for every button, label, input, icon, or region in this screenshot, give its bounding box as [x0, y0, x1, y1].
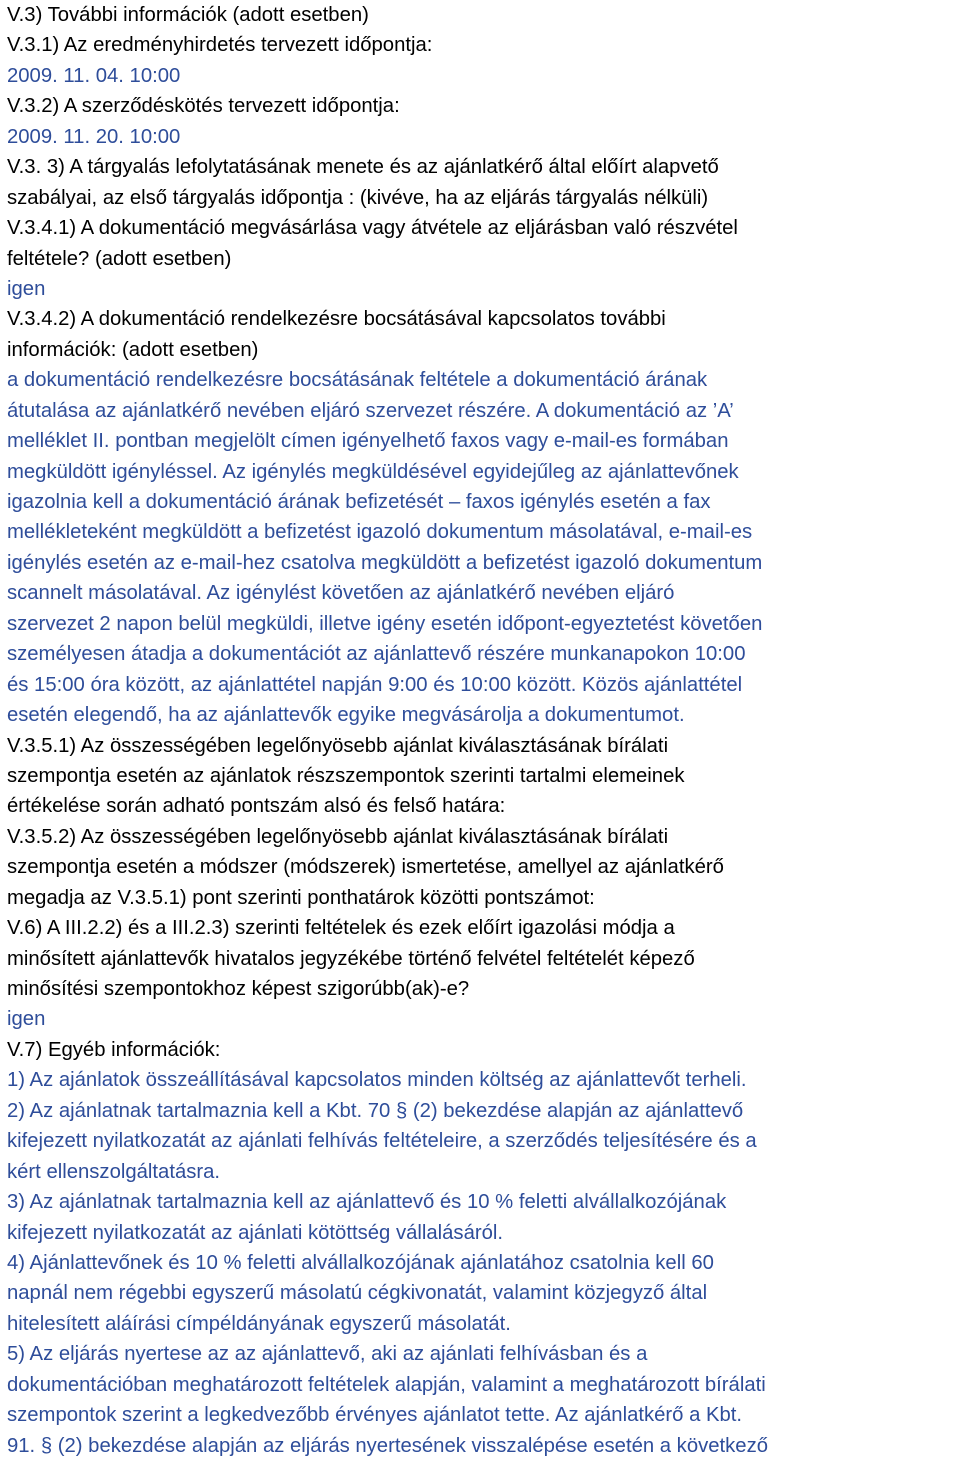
field-value-text: 1) Az ajánlatok összeállításával kapcsolatos minden költség az ajánlattevőt terheli.: [7, 1069, 747, 1092]
field-label-text: szabályai, az első tárgyalás időpontja : (kivéve, ha az eljárás tárgyalás nélküli): [7, 186, 709, 209]
field-value-text: igénylés esetén az e-mail-hez csatolva megküldött a befizetést igazoló dokumentum: [7, 551, 763, 574]
field-value-text: szempontok szerint a legkedvezőbb érvényes ajánlatot tette. Az ajánlatkérő a Kbt.: [7, 1404, 743, 1427]
field-value-text: igen: [7, 277, 46, 300]
text-line: [7, 852, 957, 882]
text-line: [7, 1035, 957, 1065]
field-label-text: feltétele? (adott esetben): [7, 247, 232, 270]
field-value-text: személyesen átadja a dokumentációt az ajánlattevő részére munkanapokon 10:00: [7, 643, 746, 666]
field-value-text: 4) Ajánlattevőnek és 10 % feletti alvállalkozójának ajánlatához csatolnia kell 60: [7, 1251, 714, 1274]
field-value-text: és 15:00 óra között, az ajánlattétel napján 9:00 és 10:00 között. Közös ajánlattétel: [7, 673, 743, 696]
text-line: [7, 548, 957, 578]
text-line: [7, 244, 957, 274]
field-label-text: információk: (adott esetben): [7, 338, 259, 361]
field-label-text: V.3.4.2) A dokumentáció rendelkezésre bocsátásával kapcsolatos további: [7, 308, 666, 331]
text-line: [7, 335, 957, 365]
field-value-text: 91. § (2) bekezdése alapján az eljárás nyertesének visszalépése esetén a következő: [7, 1434, 769, 1457]
text-line: [7, 974, 957, 1004]
field-label-text: V.3.5.2) Az összességében legelőnyösebb ajánlat kiválasztásának bírálati: [7, 825, 669, 848]
text-line: [7, 944, 957, 974]
field-label-text: V.7) Egyéb információk:: [7, 1038, 221, 1061]
field-label-text: V.3.4.1) A dokumentáció megvásárlása vagy átvétele az eljárásban való részvétel: [7, 217, 738, 240]
text-line: [7, 1004, 957, 1034]
field-value-text: melléklet II. pontban megjelölt címen igényelhető faxos vagy e-mail-es formában: [7, 430, 729, 453]
field-label-text: szempontja esetén a módszer (módszerek) ismertetése, amellyel az ajánlatkérő: [7, 856, 724, 879]
field-label-text: V.6) A III.2.2) és a III.2.3) szerinti feltételek és ezek előírt igazolási módja a: [7, 917, 675, 940]
text-line: [7, 700, 957, 730]
field-value-text: esetén elegendő, ha az ajánlattevők egyike megvásárolja a dokumentumot.: [7, 704, 685, 727]
text-line: [7, 1096, 957, 1126]
field-value-text: 2009. 11. 04. 10:00: [7, 64, 181, 87]
text-line: [7, 883, 957, 913]
text-line: [7, 578, 957, 608]
field-value-text: 5) Az eljárás nyertese az az ajánlattevő, aki az ajánlati felhívásban és a: [7, 1343, 648, 1366]
text-line: [7, 1339, 957, 1369]
field-value-text: a dokumentáció rendelkezésre bocsátásának feltétele a dokumentáció árának: [7, 369, 708, 392]
field-value-text: scannelt másolatával. Az igénylést követően az ajánlatkérő nevében eljáró: [7, 582, 675, 605]
field-value-text: 2) Az ajánlatnak tartalmaznia kell a Kbt. 70 § (2) bekezdése alapján az ajánlattevő: [7, 1099, 744, 1122]
text-line: [7, 1126, 957, 1156]
text-line: [7, 1370, 957, 1400]
text-line: [7, 1187, 957, 1217]
text-line: [7, 517, 957, 547]
text-line: [7, 152, 957, 182]
field-label-text: szempontja esetén az ajánlatok részszempontok szerinti tartalmi elemeinek: [7, 764, 685, 787]
text-line: [7, 1218, 957, 1248]
field-value-text: megküldött igényléssel. Az igénylés megküldésével egyidejűleg az ajánlattevőnek: [7, 460, 739, 483]
field-value-text: kifejezett nyilatkozatát az ajánlati kötöttség vállalásáról.: [7, 1221, 504, 1244]
text-line: [7, 396, 957, 426]
text-line: [7, 670, 957, 700]
field-value-text: dokumentációban meghatározott feltételek alapján, valamint a meghatározott bírálati: [7, 1373, 766, 1396]
text-line: [7, 365, 957, 395]
text-line: [7, 426, 957, 456]
text-line: [7, 791, 957, 821]
text-line: [7, 1065, 957, 1095]
text-line: [7, 822, 957, 852]
field-value-text: igen: [7, 1008, 46, 1031]
field-label-text: V.3. 3) A tárgyalás lefolytatásának menete és az ajánlatkérő által előírt alapvető: [7, 156, 719, 179]
field-value-text: mellékleteként megküldött a befizetést igazoló dokumentum másolatával, e-mail-es: [7, 521, 753, 544]
document-page: [7, 0, 957, 1461]
field-label-text: értékelése során adható pontszám alsó és felső határa:: [7, 795, 506, 818]
text-line: [7, 122, 957, 152]
field-value-text: kért ellenszolgáltatásra.: [7, 1160, 221, 1183]
text-line: [7, 1248, 957, 1278]
text-line: [7, 913, 957, 943]
text-line: [7, 1278, 957, 1308]
text-line: [7, 183, 957, 213]
field-label-text: V.3) További információk (adott esetben): [7, 4, 369, 26]
text-line: [7, 61, 957, 91]
text-line: [7, 1431, 957, 1461]
text-line: [7, 274, 957, 304]
text-line: [7, 1157, 957, 1187]
field-value-text: 3) Az ajánlatnak tartalmaznia kell az ajánlattevő és 10 % feletti alvállalkozójának: [7, 1191, 727, 1214]
field-label-text: V.3.5.1) Az összességében legelőnyösebb ajánlat kiválasztásának bírálati: [7, 734, 669, 757]
text-line: [7, 1309, 957, 1339]
field-label-text: V.3.2) A szerződéskötés tervezett időpontja:: [7, 95, 400, 118]
text-line: [7, 457, 957, 487]
field-value-text: napnál nem régebbi egyszerű másolatú cégkivonatát, valamint közjegyző által: [7, 1282, 708, 1305]
text-line: [7, 609, 957, 639]
text-line: [7, 0, 957, 30]
text-line: [7, 1400, 957, 1430]
field-label-text: minősített ajánlattevők hivatalos jegyzékébe történő felvétel feltételét képező: [7, 947, 695, 970]
field-value-text: igazolnia kell a dokumentáció árának befizetését – faxos igénylés esetén a fax: [7, 491, 711, 513]
text-line: [7, 639, 957, 669]
field-value-text: kifejezett nyilatkozatát az ajánlati felhívás feltételeire, a szerződés teljesítésére és a: [7, 1130, 757, 1153]
text-line: [7, 213, 957, 243]
field-value-text: 2009. 11. 20. 10:00: [7, 125, 181, 148]
text-line: [7, 731, 957, 761]
field-label-text: V.3.1) Az eredményhirdetés tervezett időpontja:: [7, 34, 433, 57]
field-value-text: átutalása az ajánlatkérő nevében eljáró szervezet részére. A dokumentáció az ’A’: [7, 399, 734, 422]
text-line: [7, 304, 957, 334]
field-value-text: hitelesített aláírási címpéldányának egyszerű másolatát.: [7, 1312, 511, 1335]
text-line: [7, 761, 957, 791]
text-line: [7, 30, 957, 60]
field-value-text: szervezet 2 napon belül megküldi, illetve igény esetén időpont-egyeztetést követően: [7, 612, 763, 635]
field-label-text: megadja az V.3.5.1) pont szerinti ponthatárok közötti pontszámot:: [7, 886, 595, 909]
field-label-text: minősítési szempontokhoz képest szigorúbb(ak)-e?: [7, 978, 470, 1000]
text-line: [7, 91, 957, 121]
text-line: [7, 487, 957, 517]
